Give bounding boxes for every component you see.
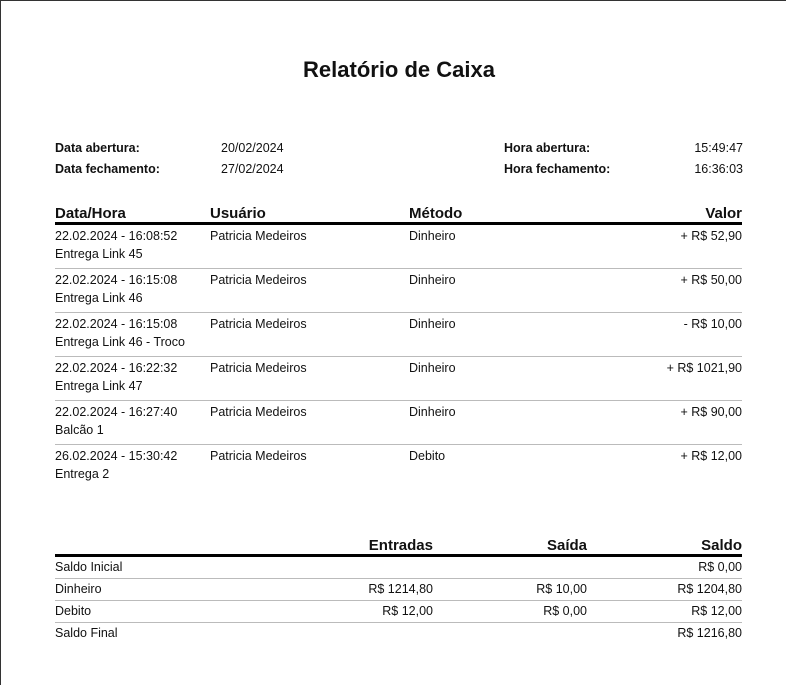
cell-description: Entrega Link 46 - Troco [55, 335, 742, 357]
info-row-closing [55, 159, 743, 180]
summary-saida [433, 623, 587, 645]
summary-entradas [275, 623, 433, 645]
hora-abertura-label: Hora abertura: [504, 141, 591, 155]
summary-label: Saldo Inicial [55, 556, 275, 579]
summary-saida: R$ 0,00 [433, 601, 587, 623]
summary-saida: R$ 10,00 [433, 579, 587, 601]
cell-datetime: 22.02.2024 - 16:15:08 [55, 273, 178, 287]
page-title: Relatório de Caixa [303, 57, 495, 82]
summary-table [55, 533, 742, 644]
cell-method: Dinheiro [409, 229, 456, 243]
table-row [55, 357, 742, 380]
data-fechamento-label: Data fechamento: [55, 162, 160, 176]
table-row [55, 224, 742, 248]
cell-datetime: 26.02.2024 - 15:30:42 [55, 449, 178, 463]
cell-method: Dinheiro [409, 405, 456, 419]
table-row-description [55, 467, 742, 488]
cell-user: Patricia Medeiros [210, 273, 307, 287]
header-user: Usuário [210, 200, 409, 224]
cell-value: + R$ 12,00 [680, 449, 742, 463]
table-row-description [55, 335, 742, 357]
summary-entradas: R$ 12,00 [275, 601, 433, 623]
cell-datetime: 22.02.2024 - 16:08:52 [55, 229, 178, 243]
summary-row [55, 601, 742, 623]
table-row [55, 401, 742, 424]
table-row-description [55, 379, 742, 401]
summary-label: Debito [55, 601, 275, 623]
data-abertura-label: Data abertura: [55, 141, 140, 155]
summary-label: Saldo Final [55, 626, 118, 640]
cell-datetime: 22.02.2024 - 16:15:08 [55, 317, 178, 331]
summary-entradas [275, 556, 433, 579]
summary-row [55, 579, 742, 601]
cell-description: Balcão 1 [55, 423, 742, 445]
header-method: Método [409, 200, 589, 224]
hora-fechamento-value: 16:36:03 [694, 162, 743, 176]
cell-method: Debito [409, 449, 446, 463]
summary-header-blank [55, 533, 275, 556]
info-row-opening [55, 138, 743, 159]
summary-saida [433, 556, 587, 579]
summary-entradas: R$ 1214,80 [275, 579, 433, 601]
table-row [55, 269, 742, 292]
summary-label: Dinheiro [55, 579, 275, 601]
hora-abertura-value: 15:49:47 [694, 141, 743, 155]
summary-row [55, 556, 742, 579]
report-info [55, 138, 743, 180]
cell-value: + R$ 90,00 [680, 405, 742, 419]
header-value: Valor [589, 200, 742, 224]
summary-header-saldo: Saldo [587, 533, 742, 556]
table-row [55, 313, 742, 336]
summary-header-row [55, 533, 742, 556]
cell-value: + R$ 50,00 [680, 273, 742, 287]
cell-value: + R$ 52,90 [680, 229, 742, 243]
summary-saldo: R$ 1216,80 [677, 626, 742, 640]
cell-method: Dinheiro [409, 317, 456, 331]
cell-datetime: 22.02.2024 - 16:27:40 [55, 405, 178, 419]
cell-datetime: 22.02.2024 - 16:22:32 [55, 361, 178, 375]
table-row [55, 445, 742, 468]
cell-description: Entrega Link 47 [55, 379, 742, 401]
cell-value: + R$ 1021,90 [666, 361, 742, 375]
cell-user: Patricia Medeiros [210, 449, 307, 463]
cell-description: Entrega Link 46 [55, 291, 742, 313]
cell-user: Patricia Medeiros [210, 317, 307, 331]
summary-row [55, 623, 742, 645]
summary-header-entradas: Entradas [275, 533, 433, 556]
cell-description: Entrega Link 45 [55, 247, 742, 269]
hora-fechamento-label: Hora fechamento: [504, 162, 611, 176]
table-row-description [55, 247, 742, 269]
cell-description: Entrega 2 [55, 467, 110, 481]
cell-user: Patricia Medeiros [210, 405, 307, 419]
cell-method: Dinheiro [409, 273, 456, 287]
table-row-description [55, 291, 742, 313]
summary-saldo: R$ 0,00 [587, 556, 742, 579]
cell-value: - R$ 10,00 [683, 317, 742, 331]
summary-saldo: R$ 1204,80 [587, 579, 742, 601]
header-datetime: Data/Hora [55, 200, 210, 224]
table-row-description [55, 423, 742, 445]
data-abertura-value: 20/02/2024 [221, 141, 284, 155]
cell-user: Patricia Medeiros [210, 361, 307, 375]
cell-user: Patricia Medeiros [210, 229, 307, 243]
summary-header-saida: Saída [433, 533, 587, 556]
transactions-table [55, 200, 742, 488]
transactions-header-row [55, 200, 742, 224]
data-fechamento-value: 27/02/2024 [221, 162, 284, 176]
cell-method: Dinheiro [409, 361, 456, 375]
summary-saldo: R$ 12,00 [587, 601, 742, 623]
